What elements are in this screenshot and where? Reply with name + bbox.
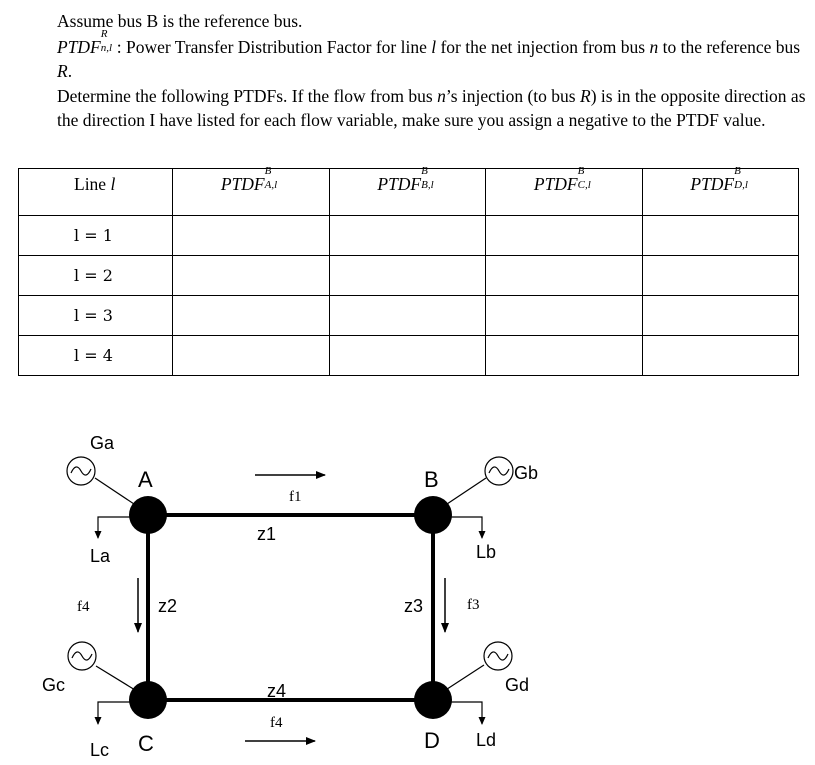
load-d-label: Ld bbox=[476, 730, 497, 750]
table-row bbox=[19, 256, 799, 296]
ptdf-sub: n,l bbox=[100, 41, 113, 54]
gen-a-label: Ga bbox=[90, 433, 115, 453]
table-header-row bbox=[19, 169, 799, 216]
answer-cell[interactable] bbox=[642, 336, 799, 376]
flow-right-label: f3 bbox=[467, 597, 480, 613]
answer-cell[interactable] bbox=[486, 216, 643, 256]
instructions: Determine the following PTDFs. If the flow from bus n’s injection (to bus R) is in the opposite direction as the direction I have listed for each flow variable, make sure you assign a negative to the PTDF value. bbox=[57, 85, 806, 130]
problem-statement bbox=[57, 9, 807, 133]
ptdf-table bbox=[18, 165, 799, 376]
impedance-z4-label: z4 bbox=[267, 681, 287, 701]
answer-cell[interactable] bbox=[173, 256, 330, 296]
row-label: l = 4 bbox=[19, 336, 173, 376]
header-ptdf-b: PTDF B B,l bbox=[329, 169, 486, 216]
answer-cell[interactable] bbox=[642, 216, 799, 256]
answer-cell[interactable] bbox=[173, 216, 330, 256]
answer-cell[interactable] bbox=[486, 256, 643, 296]
row-label: l = 2 bbox=[19, 256, 173, 296]
answer-cell[interactable] bbox=[486, 296, 643, 336]
bus-a-label: A bbox=[138, 467, 153, 492]
answer-cell[interactable] bbox=[329, 216, 486, 256]
generator-c-icon bbox=[68, 642, 96, 670]
answer-cell[interactable] bbox=[173, 336, 330, 376]
ptdf-symbol: PTDF bbox=[57, 36, 101, 57]
load-b-label: Lb bbox=[476, 542, 497, 562]
bus-a bbox=[129, 496, 167, 534]
gen-d-label: Gd bbox=[505, 675, 530, 695]
network-diagram bbox=[0, 380, 815, 765]
load-a-label: La bbox=[90, 546, 111, 566]
impedance-z3-label: z3 bbox=[404, 596, 424, 616]
bus-b-label: B bbox=[424, 467, 439, 492]
answer-cell[interactable] bbox=[486, 336, 643, 376]
reference-bus-line: Assume bus B is the reference bus. bbox=[57, 11, 303, 31]
answer-cell[interactable] bbox=[329, 336, 486, 376]
impedance-z2-label: z2 bbox=[158, 596, 178, 616]
bus-d bbox=[414, 681, 452, 719]
answer-cell[interactable] bbox=[642, 256, 799, 296]
generator-d-icon bbox=[484, 642, 512, 670]
bus-d-label: D bbox=[424, 728, 440, 753]
generator-a-icon bbox=[67, 457, 95, 485]
flow-bottom-label: f4 bbox=[270, 715, 283, 731]
flow-left-label: f4 bbox=[77, 599, 90, 615]
header-ptdf-c: PTDF B C,l bbox=[486, 169, 643, 216]
ptdf-sup: R bbox=[100, 27, 108, 40]
row-label: l = 1 bbox=[19, 216, 173, 256]
answer-cell[interactable] bbox=[329, 296, 486, 336]
flow-top-label: f1 bbox=[289, 489, 302, 505]
row-label: l = 3 bbox=[19, 296, 173, 336]
gen-b-label: Gb bbox=[514, 463, 539, 483]
load-c-label: Lc bbox=[90, 740, 110, 760]
bus-c bbox=[129, 681, 167, 719]
generator-b-icon bbox=[485, 457, 513, 485]
table-row bbox=[19, 216, 799, 256]
header-ptdf-a: PTDF B A,l bbox=[173, 169, 330, 216]
table-row bbox=[19, 336, 799, 376]
impedance-z1-label: z1 bbox=[257, 524, 277, 544]
bus-c-label: C bbox=[138, 731, 154, 756]
answer-cell[interactable] bbox=[329, 256, 486, 296]
answer-cell[interactable] bbox=[173, 296, 330, 336]
bus-b bbox=[414, 496, 452, 534]
answer-cell[interactable] bbox=[642, 296, 799, 336]
gen-c-label: Gc bbox=[42, 675, 66, 695]
header-line: Line l bbox=[19, 169, 173, 216]
header-ptdf-d: PTDF B D,l bbox=[642, 169, 799, 216]
table-row bbox=[19, 296, 799, 336]
ptdf-definition: PTDF R n,l : Power Transfer Distribution Factor for line l for the net injection from bus n to the reference bus R. bbox=[57, 27, 801, 81]
